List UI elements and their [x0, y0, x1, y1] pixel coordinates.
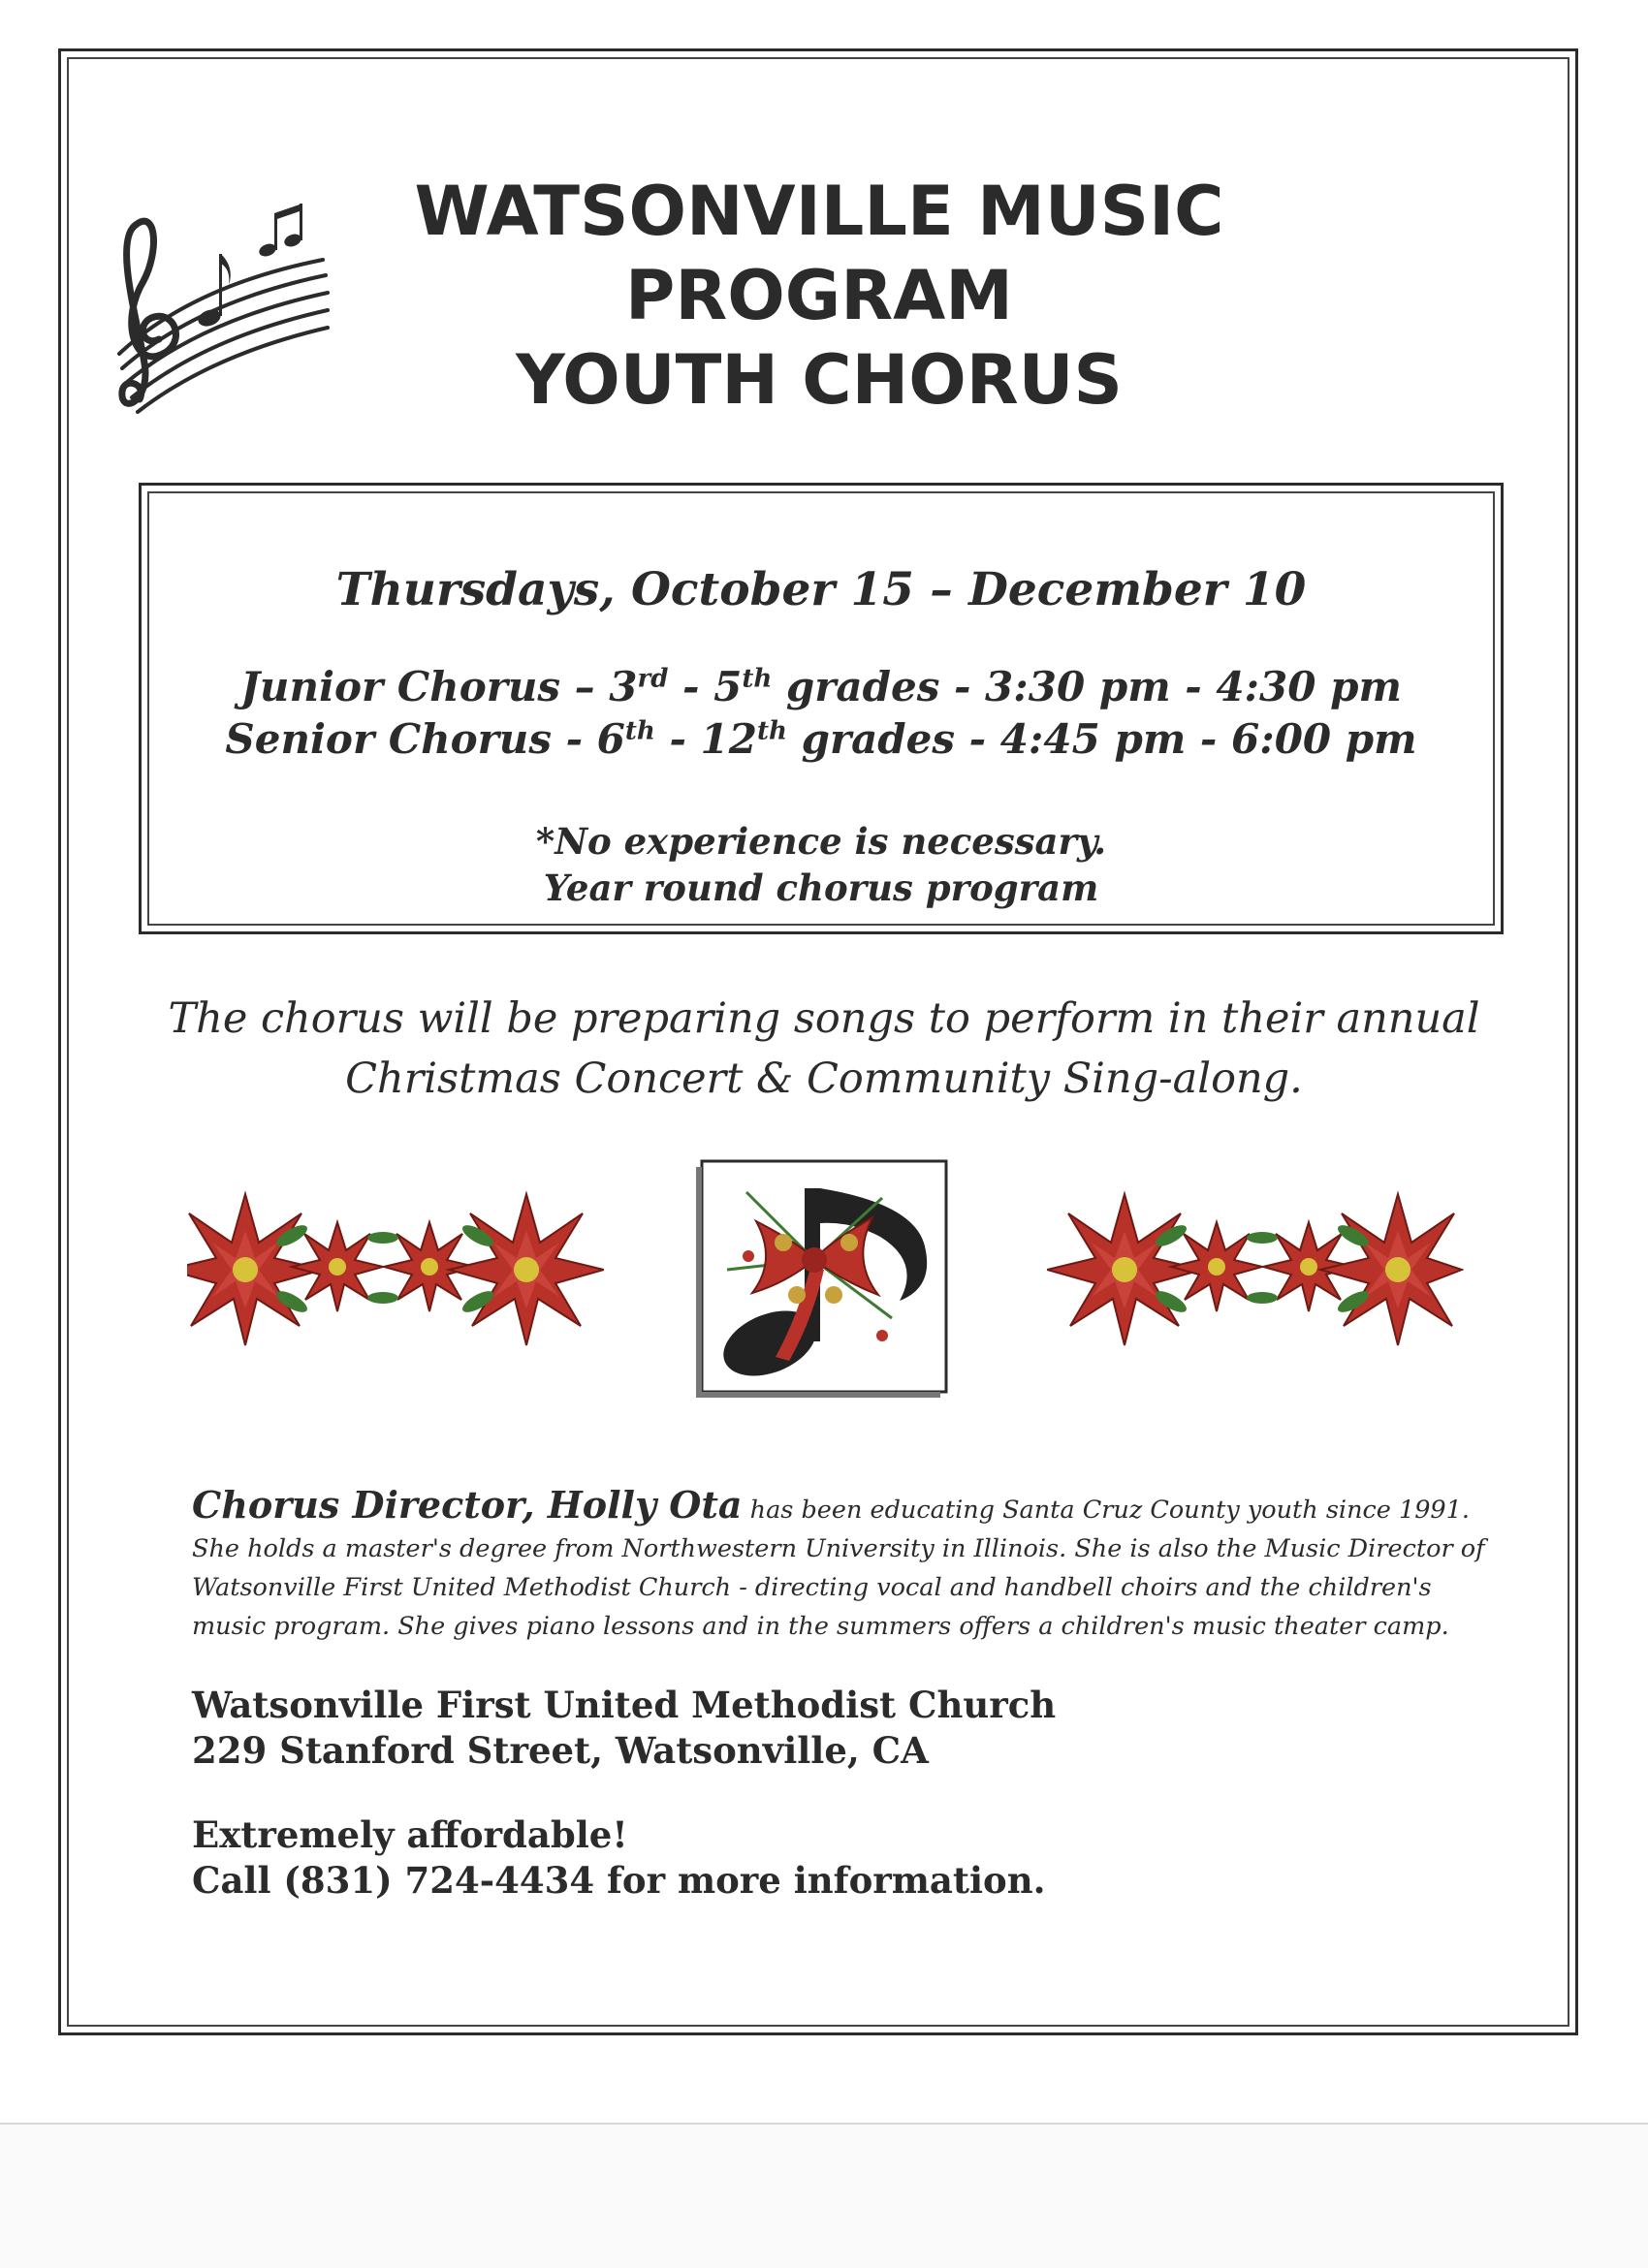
church-street: 229 Stanford Street, Watsonville, CA	[192, 1729, 929, 1772]
senior-times: grades - 4:45 pm - 6:00 pm	[786, 715, 1417, 763]
year-round-note: Year round chorus program	[543, 866, 1099, 909]
schedule-box	[139, 483, 1504, 934]
junior-grade-end-suffix: th	[742, 664, 773, 694]
junior-chorus-line	[142, 663, 1501, 710]
senior-grade-end: 12	[700, 715, 757, 763]
director-bio-text: has been educating Santa Cruz County youth since 1991. She holds a master's degree from Northwestern University in Illinois. She is also the Music Director of Watsonville First United Methodist Church - directing vocal and handbell choirs and the children's music program. She gives piano lessons and in the summers offers a children's music theater camp.	[192, 1496, 1485, 1641]
senior-grade-start: 6	[596, 715, 625, 763]
director-bio	[192, 1483, 1491, 1646]
concert-line-1: The chorus will be preparing songs to perform in their annual	[168, 994, 1480, 1043]
music-note-bow-icon	[688, 1153, 960, 1401]
junior-prefix: Junior Chorus –	[240, 663, 610, 710]
scan-page-edge	[0, 2123, 1648, 2268]
phone-call-line: Call (831) 724-4434 for more information.	[192, 1859, 1046, 1902]
junior-grade-end: 5	[713, 663, 743, 710]
junior-times: grades - 3:30 pm - 4:30 pm	[772, 663, 1402, 710]
concert-description	[136, 989, 1512, 1109]
junior-grade-start-suffix: rd	[637, 664, 669, 694]
junior-sep: -	[668, 663, 714, 710]
poinsettia-garland-right	[1047, 1178, 1464, 1347]
no-experience-note: *No experience is necessary.	[535, 820, 1107, 863]
page-title	[291, 170, 1347, 423]
title-line-3: YOUTH CHORUS	[516, 340, 1123, 420]
poinsettia-garland-left	[187, 1178, 604, 1347]
affordable-note: Extremely affordable!	[192, 1813, 628, 1856]
church-address	[192, 1683, 1452, 1774]
schedule-dates: Thursdays, October 15 – December 10	[335, 563, 1307, 616]
title-line-2: PROGRAM	[625, 256, 1013, 335]
senior-prefix: Senior Chorus -	[225, 715, 597, 763]
title-line-1: WATSONVILLE MUSIC	[414, 172, 1224, 251]
senior-chorus-line	[142, 715, 1501, 763]
church-name: Watsonville First United Methodist Church	[192, 1684, 1057, 1726]
senior-grade-start-suffix: th	[624, 716, 655, 746]
junior-grade-start: 3	[609, 663, 638, 710]
senior-sep: -	[654, 715, 701, 763]
director-name: Chorus Director, Holly Ota	[192, 1483, 743, 1527]
senior-grade-end-suffix: th	[757, 716, 787, 746]
contact-info	[192, 1812, 1452, 1904]
concert-line-2: Christmas Concert & Community Sing-along.	[345, 1055, 1303, 1103]
